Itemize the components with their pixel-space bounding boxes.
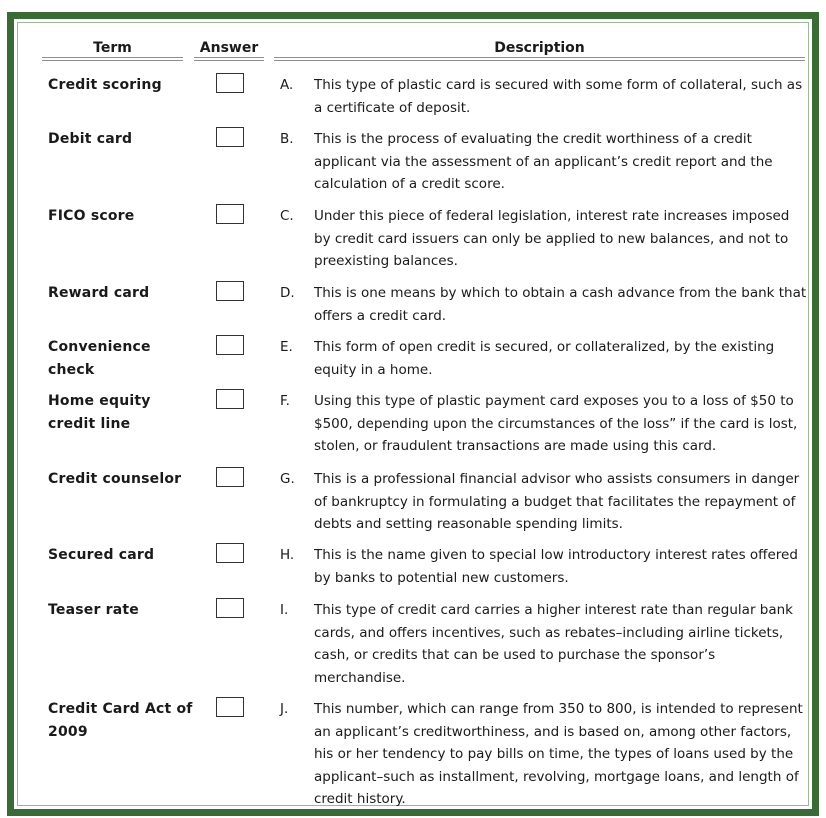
answer-box[interactable] [216,467,244,487]
description-letter: I. [280,602,289,618]
answer-box[interactable] [216,389,244,409]
description-text: This is one means by which to obtain a cash advance from the bank that offers a credit card. [314,285,807,324]
answer-box[interactable] [216,335,244,355]
description-text: Using this type of plastic payment card exposes you to a loss of $50 to $500, depending upon the circumstances of the loss” if the card is lost, stolen, or fraudulent transactions are made using this card. [314,393,798,455]
description-text: This type of credit card carries a higher interest rate than regular bank cards, and offers incentives, such as rebates–including airline tickets, cash, or credits that can be used to purchase the sponsor’s merchandise. [314,602,793,686]
answer-box[interactable] [216,127,244,147]
answer-box[interactable] [216,598,244,618]
term-label: Credit counselor [48,471,182,487]
description-text: This is a professional financial advisor who assists consumers in danger of bankruptcy in formulating a budget that facilitates the repayment of debts and setting reasonable spending limits. [314,471,800,533]
answer-box[interactable] [216,543,244,563]
answer-box[interactable] [216,697,244,717]
description-text: This is the process of evaluating the credit worthiness of a credit applicant via the assessment of an applicant’s credit report and the calculation of a credit score. [314,131,773,193]
answer-box[interactable] [216,281,244,301]
description-letter: J. [280,701,289,717]
term-label: Credit Card Act of 2009 [48,701,193,740]
worksheet-inner-border [17,22,809,806]
term-label: Home equity credit line [48,393,151,432]
term-label: Debit card [48,131,133,147]
term-label: Teaser rate [48,602,139,618]
answer-column-header: Answer [194,39,264,61]
description-text: This is the name given to special low introductory interest rates offered by banks to potential new customers. [314,547,798,586]
description-letter: D. [280,285,295,301]
description-letter: F. [280,393,290,409]
term-label: Reward card [48,285,150,301]
term-label: Convenience check [48,339,151,378]
description-text: This number, which can range from 350 to 800, is intended to represent an applicant’s creditworthiness, and is based on, among other factors, his or her tendency to pay bills on time, the types of loans used by the applicant–such as installment, revolving, mortgage loans, and length of credit history. [314,701,803,808]
description-letter: A. [280,77,294,93]
description-letter: G. [280,471,295,487]
description-letter: C. [280,208,294,224]
term-label: Secured card [48,547,155,563]
description-letter: E. [280,339,293,355]
description-text: This type of plastic card is secured with some form of collateral, such as a certificate of deposit. [314,77,803,116]
answer-box[interactable] [216,204,244,224]
term-label: FICO score [48,208,135,224]
term-label: Credit scoring [48,77,162,93]
term-column-header: Term [42,39,183,61]
description-letter: H. [280,547,295,563]
description-column-header: Description [274,39,805,61]
description-text: Under this piece of federal legislation, interest rate increases imposed by credit card issuers can only be applied to new balances, and not to preexisting balances. [314,208,790,270]
description-text: This form of open credit is secured, or collateralized, by the existing equity in a home. [314,339,775,378]
matching-worksheet-frame [7,12,819,816]
answer-box[interactable] [216,73,244,93]
description-letter: B. [280,131,294,147]
